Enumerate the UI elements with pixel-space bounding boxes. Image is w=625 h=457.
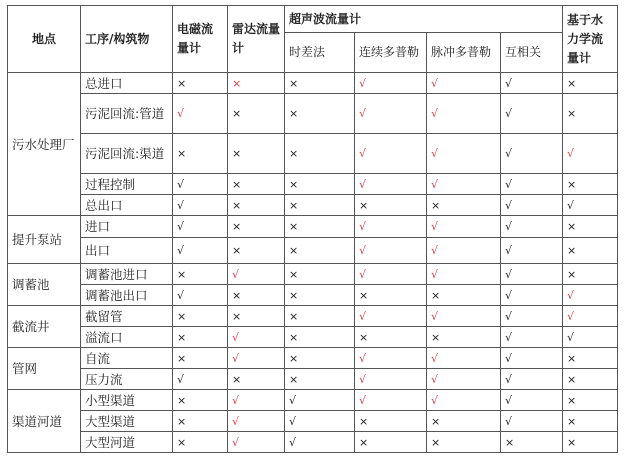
cross-mark [355,411,427,432]
cross-icon: × [431,435,441,449]
header-location: 地点 [8,6,81,73]
cross-icon: × [289,107,299,120]
cross-mark [285,285,355,306]
check-mark [427,390,501,411]
check-icon: √ [505,372,513,386]
cross-icon: × [177,267,187,281]
check-mark [563,285,618,306]
check-mark [355,390,427,411]
cross-mark [563,94,618,134]
table-row [8,390,618,411]
check-icon: √ [505,76,513,90]
cross-icon: × [232,288,242,302]
check-mark [427,174,501,195]
check-icon: √ [567,198,575,212]
check-mark [228,411,285,432]
check-mark [427,94,501,134]
cross-mark [173,73,228,94]
check-icon: √ [431,220,439,233]
header-process: 工序/构筑物 [81,6,173,73]
check-mark [228,327,285,348]
check-icon: √ [505,244,513,257]
check-icon: √ [505,330,513,344]
check-mark [563,327,618,348]
process-cell: 调蓄池出口 [81,285,173,306]
cross-icon: × [177,330,187,344]
check-mark [228,264,285,285]
cross-mark [563,432,618,453]
process-cell: 总出口 [81,195,173,216]
check-icon: √ [289,414,297,428]
cross-icon: × [431,288,441,302]
check-icon: √ [505,309,513,323]
cross-mark [563,264,618,285]
cross-icon: × [359,435,369,449]
check-icon: √ [289,393,297,407]
check-mark [173,369,228,390]
check-mark [501,94,563,134]
cross-mark [228,73,285,94]
location-cell: 渠道河道 [8,390,81,453]
cross-mark [228,238,285,264]
check-mark [427,306,501,327]
cross-mark [285,134,355,174]
check-mark [285,432,355,453]
cross-mark [501,432,563,453]
location-cell: 管网 [8,348,81,390]
check-icon: √ [431,76,439,90]
cross-mark [173,306,228,327]
cross-icon: × [177,76,187,90]
process-cell: 大型渠道 [81,411,173,432]
table-row [8,348,618,369]
table-row [8,285,618,306]
check-icon: √ [232,414,240,428]
check-icon: √ [431,309,439,323]
cross-icon: × [567,76,577,90]
check-icon: √ [505,220,513,233]
location-cell: 污水处理厂 [8,73,81,216]
process-cell: 进口 [81,216,173,238]
check-mark [427,348,501,369]
check-icon: √ [359,309,367,323]
cross-mark [173,134,228,174]
cross-icon: × [359,414,369,428]
cross-mark [285,94,355,134]
check-mark [427,73,501,94]
check-mark [427,134,501,174]
cross-mark [228,306,285,327]
check-icon: √ [359,76,367,90]
process-cell: 小型渠道 [81,390,173,411]
cross-icon: × [177,414,187,428]
cross-mark [285,264,355,285]
process-cell: 总进口 [81,73,173,94]
check-mark [501,73,563,94]
cross-icon: × [505,435,515,449]
cross-mark [563,216,618,238]
check-mark [355,216,427,238]
cross-mark [355,327,427,348]
cross-icon: × [232,107,242,120]
cross-mark [228,216,285,238]
check-icon: √ [359,177,367,191]
process-cell: 溢流口 [81,327,173,348]
check-icon: √ [431,393,439,407]
check-mark [228,348,285,369]
cross-mark [173,327,228,348]
cross-icon: × [289,372,299,386]
cross-mark [173,348,228,369]
flowmeter-table [7,5,618,453]
table-row [8,369,618,390]
process-cell: 污泥回流:管道 [81,94,173,134]
cross-mark [228,285,285,306]
check-mark [501,238,563,264]
check-mark [355,73,427,94]
table-body [8,73,618,453]
cross-mark [427,285,501,306]
cross-icon: × [289,267,299,281]
check-mark [355,348,427,369]
table-row [8,73,618,94]
cross-icon: × [431,198,441,212]
cross-mark [285,327,355,348]
table-row [8,134,618,174]
check-mark [501,411,563,432]
header-continuous-doppler: 连续多普勒 [355,33,427,73]
cross-icon: × [289,351,299,365]
check-icon: √ [359,220,367,233]
check-icon: √ [289,435,297,449]
table-row [8,94,618,134]
check-mark [563,134,618,174]
cross-mark [228,134,285,174]
cross-mark [285,348,355,369]
check-icon: √ [232,435,240,449]
check-icon: √ [177,177,185,191]
check-mark [501,174,563,195]
cross-icon: × [289,288,299,302]
cross-mark [563,348,618,369]
cross-icon: × [431,414,441,428]
check-icon: √ [505,393,513,407]
cross-mark [285,369,355,390]
cross-icon: × [232,244,242,257]
check-icon: √ [359,107,367,120]
process-cell: 大型河道 [81,432,173,453]
cross-mark [173,411,228,432]
cross-icon: × [232,309,242,323]
cross-icon: × [289,147,299,160]
cross-icon: × [177,351,187,365]
table-row [8,195,618,216]
check-icon: √ [359,147,367,160]
check-icon: √ [232,351,240,365]
cross-icon: × [177,147,187,160]
process-cell: 调蓄池进口 [81,264,173,285]
check-mark [355,238,427,264]
check-icon: √ [359,351,367,365]
check-icon: √ [431,107,439,120]
header-transit-time: 时差法 [285,33,355,73]
check-icon: √ [232,393,240,407]
check-icon: √ [177,220,185,233]
cross-mark [228,94,285,134]
table-row [8,432,618,453]
cross-mark [355,285,427,306]
check-mark [427,264,501,285]
check-icon: √ [177,288,185,302]
check-icon: √ [505,267,513,281]
check-mark [173,174,228,195]
check-icon: √ [505,351,513,365]
check-icon: √ [567,330,575,344]
cross-mark [355,432,427,453]
check-mark [355,306,427,327]
check-mark [355,174,427,195]
check-mark [501,195,563,216]
check-icon: √ [505,147,513,160]
check-icon: √ [232,330,240,344]
cross-mark [285,73,355,94]
cross-mark [355,195,427,216]
check-mark [355,264,427,285]
table-row [8,264,618,285]
cross-icon: × [289,220,299,233]
header-cross-correlation: 互相关 [501,33,563,73]
check-icon: √ [505,288,513,302]
cross-mark [173,432,228,453]
check-icon: √ [359,393,367,407]
cross-icon: × [232,147,242,160]
check-mark [501,369,563,390]
check-mark [427,238,501,264]
cross-mark [173,390,228,411]
process-cell: 压力流 [81,369,173,390]
process-cell: 污泥回流:渠道 [81,134,173,174]
cross-icon: × [567,267,577,281]
check-mark [501,306,563,327]
check-mark [501,216,563,238]
cross-mark [228,195,285,216]
check-icon: √ [177,372,185,386]
cross-icon: × [232,220,242,233]
cross-mark [228,369,285,390]
check-icon: √ [177,244,185,257]
cross-icon: × [567,414,577,428]
table-row [8,306,618,327]
check-mark [563,195,618,216]
cross-icon: × [289,76,299,90]
check-icon: √ [431,351,439,365]
cross-icon: × [289,330,299,344]
cross-mark [427,195,501,216]
check-icon: √ [431,267,439,281]
check-mark [173,238,228,264]
cross-mark [563,174,618,195]
check-icon: √ [567,309,575,323]
cross-mark [427,327,501,348]
check-icon: √ [505,198,513,212]
cross-icon: × [232,372,242,386]
check-mark [285,390,355,411]
check-icon: √ [505,414,513,428]
process-cell: 自流 [81,348,173,369]
cross-mark [285,174,355,195]
check-mark [563,306,618,327]
cross-mark [563,369,618,390]
process-cell: 截留管 [81,306,173,327]
check-icon: √ [177,107,185,120]
process-cell: 过程控制 [81,174,173,195]
table-row [8,411,618,432]
cross-icon: × [289,198,299,212]
cross-icon: × [289,309,299,323]
cross-mark [285,216,355,238]
cross-mark [563,238,618,264]
cross-icon: × [359,330,369,344]
cross-mark [285,306,355,327]
check-mark [501,327,563,348]
check-mark [173,285,228,306]
cross-icon: × [232,198,242,212]
cross-mark [427,432,501,453]
cross-mark [228,174,285,195]
header-hydraulic: 基于水力学流量计 [563,6,618,73]
check-mark [501,285,563,306]
check-mark [173,94,228,134]
cross-icon: × [567,107,577,120]
check-mark [173,195,228,216]
check-icon: √ [431,147,439,160]
location-cell: 调蓄池 [8,264,81,306]
table-row [8,174,618,195]
table-row [8,327,618,348]
check-icon: √ [232,267,240,281]
table-row [8,238,618,264]
cross-icon: × [567,372,577,386]
check-icon: √ [177,198,185,212]
cross-mark [427,411,501,432]
cross-icon: × [567,435,577,449]
check-mark [427,369,501,390]
check-mark [501,390,563,411]
check-icon: √ [431,244,439,257]
cross-icon: × [289,177,299,191]
cross-icon: × [232,177,242,191]
location-cell: 提升泵站 [8,216,81,264]
check-icon: √ [431,177,439,191]
cross-icon: × [359,198,369,212]
location-cell: 截流井 [8,306,81,348]
check-mark [173,216,228,238]
check-icon: √ [359,244,367,257]
cross-mark [173,264,228,285]
cross-icon: × [289,244,299,257]
cross-mark [285,238,355,264]
check-icon: √ [431,372,439,386]
cross-icon: × [567,393,577,407]
check-mark [501,348,563,369]
check-mark [501,134,563,174]
cross-icon: × [177,309,187,323]
cross-icon: × [232,76,242,90]
table-row [8,216,618,238]
header-pulse-doppler: 脉冲多普勒 [427,33,501,73]
cross-mark [563,390,618,411]
cross-icon: × [567,177,577,191]
check-icon: √ [505,177,513,191]
check-mark [427,216,501,238]
check-mark [355,94,427,134]
check-icon: √ [567,288,575,302]
header-radar: 雷达流量计 [228,6,285,73]
check-mark [228,432,285,453]
check-mark [501,264,563,285]
header-ultrasonic: 超声波流量计 [285,6,563,33]
check-mark [355,134,427,174]
cross-icon: × [177,393,187,407]
cross-mark [285,195,355,216]
process-cell: 出口 [81,238,173,264]
check-mark [355,369,427,390]
check-icon: √ [567,147,575,160]
header-electromagnetic: 电磁流量计 [173,6,228,73]
cross-icon: × [567,220,577,233]
check-icon: √ [359,267,367,281]
cross-mark [563,411,618,432]
check-mark [228,390,285,411]
cross-icon: × [431,330,441,344]
cross-icon: × [567,351,577,365]
check-mark [285,411,355,432]
check-icon: √ [505,107,513,120]
cross-mark [563,73,618,94]
cross-icon: × [177,435,187,449]
check-icon: √ [359,372,367,386]
cross-icon: × [359,288,369,302]
cross-icon: × [567,244,577,257]
